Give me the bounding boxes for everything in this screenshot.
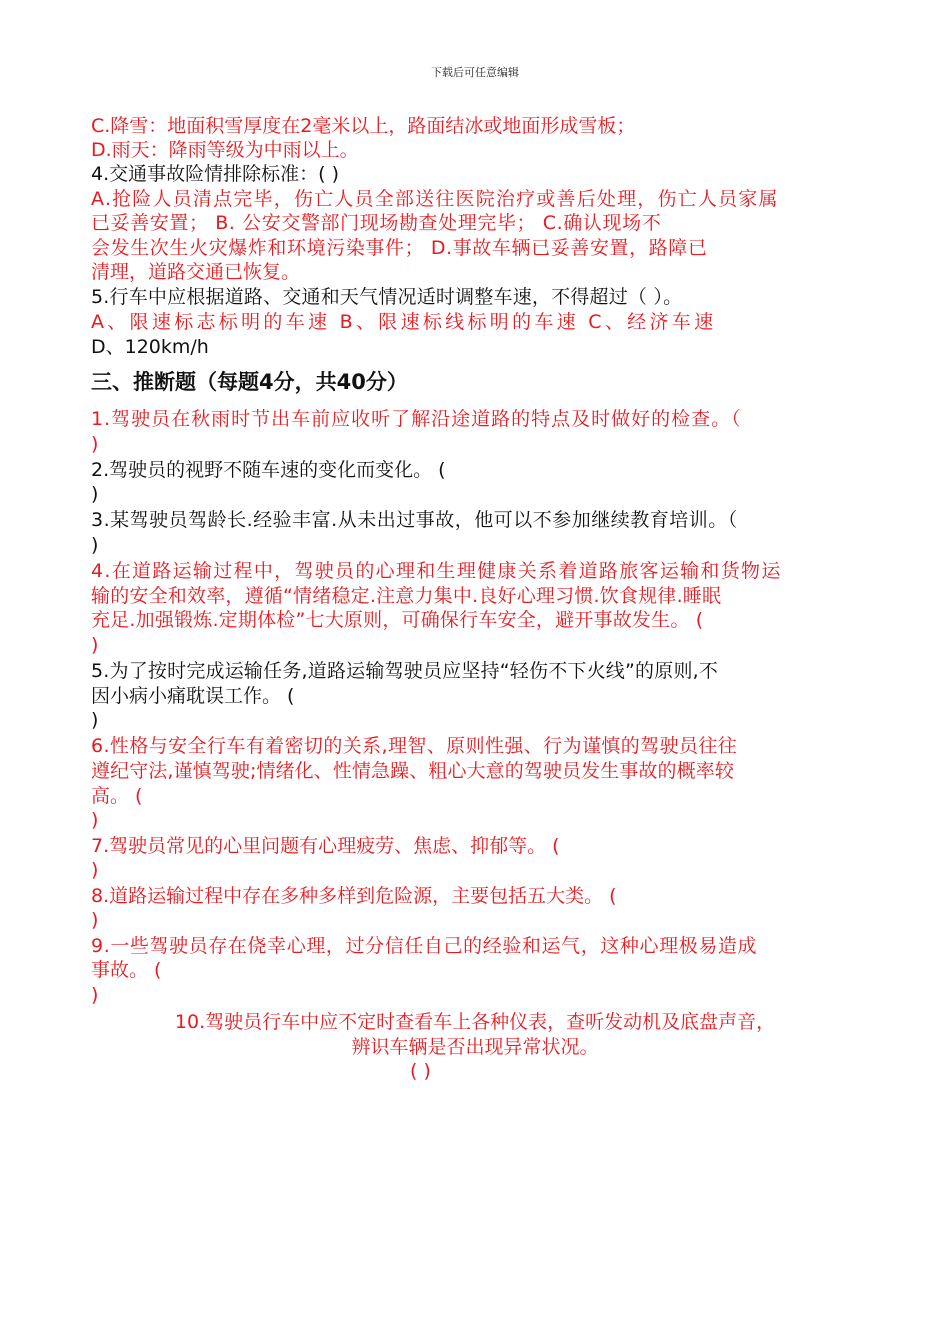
tf-question-9-line-2: 事故。 ( [91, 959, 162, 981]
tf-question-2: 2.驾驶员的视野不随车速的变化而变化。 ( [91, 459, 446, 481]
tf-question-4-paren: ) [91, 634, 99, 656]
tf-question-6-paren: ) [91, 809, 99, 831]
tf-question-10-line-2: 辨识车辆是否出现异常状况。 [351, 1036, 599, 1058]
tf-question-5-line-1: 5.为了按时完成运输任务,道路运输驾驶员应坚持“轻伤不下火线”的原则,不 [91, 660, 719, 682]
tf-question-4-line-3: 充足.加强锻炼.定期体检”七大原则，可确保行车安全，避开事故发生。 ( [91, 609, 704, 631]
q5-options: A、限速标志标明的车速 B、限速标线标明的车速 C、经济车速 [91, 311, 717, 333]
q5-option-d: D、120km/h [91, 336, 209, 358]
tf-question-9-paren: ) [91, 984, 99, 1006]
tf-question-7-paren: ) [91, 859, 99, 881]
tf-question-8: 8.道路运输过程中存在多种多样到危险源，主要包括五大类。 ( [91, 885, 617, 907]
tf-question-9-line-1: 9.一些驾驶员存在侥幸心理，过分信任自己的经验和运气，这种心理极易造成 [91, 935, 758, 957]
option-d-line: D.雨天：降雨等级为中雨以上。 [91, 139, 359, 161]
tf-question-5-paren: ) [91, 709, 99, 731]
tf-question-1: 1.驾驶员在秋雨时节出车前应收听了解沿途道路的特点及时做好的检查。（ [91, 408, 742, 430]
tf-question-3-paren: ) [91, 534, 99, 556]
tf-question-6-line-1: 6.性格与安全行车有着密切的关系,理智、原则性强、行为谨慎的驾驶员往往 [91, 735, 738, 757]
q4-answer-line-4: 清理，道路交通已恢复。 [91, 261, 301, 283]
tf-question-10-paren: ( ) [410, 1060, 431, 1082]
q4-answer-line-3: 会发生次生火灾爆炸和环境污染事件； D.事故车辆已妥善安置，路障已 [91, 237, 708, 259]
tf-question-8-paren: ) [91, 909, 99, 931]
q4-answer-line-2: 已妥善安置； B. 公安交警部门现场勘查处理完毕； C.确认现场不 [91, 212, 662, 234]
tf-question-2-paren: ) [91, 483, 99, 505]
tf-question-4-line-1: 4.在道路运输过程中，驾驶员的心理和生理健康关系着道路旅客运输和货物运 [91, 560, 782, 582]
option-c-line: C.降雪：地面积雪厚度在2毫米以上，路面结冰或地面形成雪板； [91, 115, 636, 137]
question-5: 5.行车中应根据道路、交通和天气情况适时调整车速，不得超过（ ）。 [91, 286, 683, 308]
tf-question-6-line-2: 遵纪守法,谨慎驾驶;情绪化、性情急躁、粗心大意的驾驶员发生事故的概率较 [91, 760, 734, 782]
tf-question-7: 7.驾驶员常见的心里问题有心理疲劳、焦虑、抑郁等。 ( [91, 835, 560, 857]
page-header: 下载后可任意编辑 [431, 66, 519, 79]
section-title: 三、推断题（每题4分，共40分） [91, 370, 408, 394]
question-4: 4.交通事故险情排除标准：( ) [91, 163, 339, 185]
tf-question-6-line-3: 高。 ( [91, 785, 143, 807]
tf-question-3: 3.某驾驶员驾龄长.经验丰富.从未出过事故，他可以不参加继续教育培训。（ [91, 509, 738, 531]
tf-question-10-line-1: 10.驾驶员行车中应不定时查看车上各种仪表，查听发动机及底盘声音， [174, 1011, 776, 1033]
q4-answer-line-1: A.抢险人员清点完毕，伤亡人员全部送往医院治疗或善后处理，伤亡人员家属 [91, 188, 779, 210]
tf-question-4-line-2: 输的安全和效率，遵循“情绪稳定.注意力集中.良好心理习惯.饮食规律.睡眠 [91, 585, 722, 607]
tf-question-5-line-2: 因小病小痛耽误工作。 ( [91, 685, 295, 707]
tf-question-1-paren: ) [91, 433, 99, 455]
